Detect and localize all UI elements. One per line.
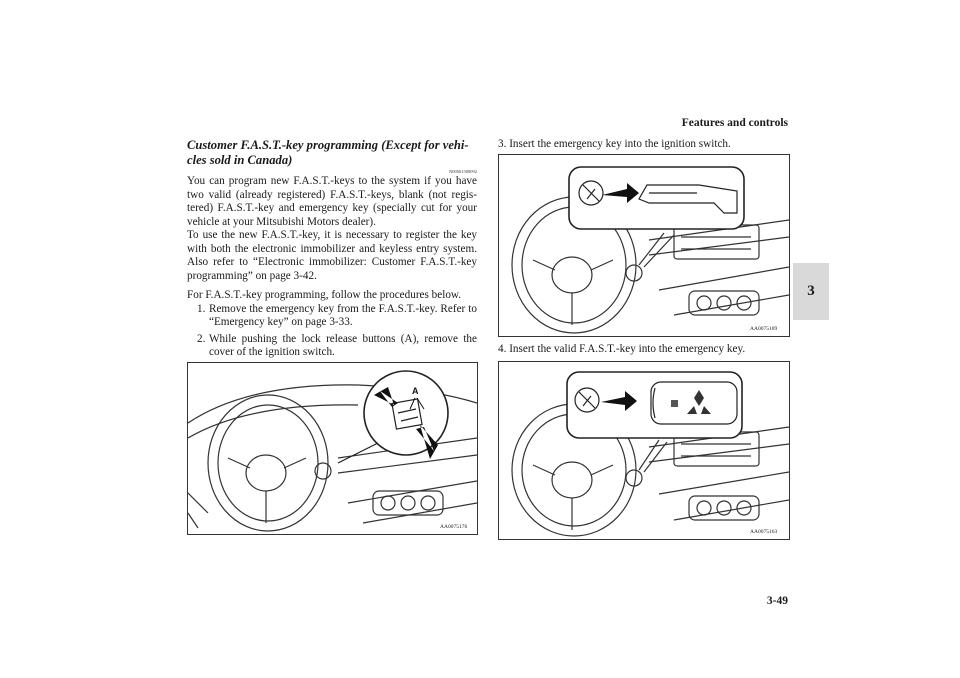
step-text: Remove the emergency key from the F.A.S.T.-key. Refer to “Emergency key” on page 3-33. xyxy=(209,302,477,328)
figure-label-a: A xyxy=(412,386,419,396)
figure-code: AA0075189 xyxy=(750,326,778,332)
header-title: Features and controls xyxy=(681,117,788,129)
procedure-intro: For F.A.S.T.-key programming, follow the procedures below. xyxy=(187,289,462,301)
figure-cover-removal xyxy=(187,362,478,535)
dashboard-illustration-3 xyxy=(499,362,789,539)
step-number: 1. xyxy=(197,302,206,315)
step-4 xyxy=(498,343,745,355)
step-3 xyxy=(498,138,731,150)
figure-code: AA0075163 xyxy=(750,529,778,535)
paragraph-intro: You can program new F.A.S.T.-keys to the system if you have two valid (already registered) F.A.S.T.-keys, blank (not regis-tered) F.A.S.T.-key and emergency key (specially cut for your vehicle at your Mitsubishi Motors dealer). xyxy=(187,175,477,228)
figure-code: AA0075176 xyxy=(440,524,468,530)
step-number: 2. xyxy=(197,332,206,345)
left-column xyxy=(187,138,477,360)
figure-insert-fast-key xyxy=(498,361,790,540)
step-text: While pushing the lock release buttons (A), remove the cover of the ignition switch. xyxy=(209,332,477,358)
paragraph-register: To use the new F.A.S.T.-key, it is necessary to register the key with both the electronic immobilizer and keyless entry system. Also refer to “Electronic immobilizer: Customer F.A.S.T.-key programming” on page 3-42. xyxy=(187,229,477,282)
step-number: 3. xyxy=(498,138,507,150)
step-text: Insert the emergency key into the ignition switch. xyxy=(509,138,731,150)
step-list xyxy=(187,303,477,360)
step-item xyxy=(187,333,477,360)
section-code: N00561500092 xyxy=(449,169,477,174)
section-title: Customer F.A.S.T.-key programming (Except for vehi-cles sold in Canada) xyxy=(187,138,469,167)
step-number: 4. xyxy=(498,343,507,355)
dashboard-illustration-2 xyxy=(499,155,789,336)
step-item xyxy=(187,303,477,330)
figure-insert-emergency-key xyxy=(498,154,790,337)
dashboard-illustration-1 xyxy=(188,363,477,534)
page-number: 3-49 xyxy=(766,595,788,607)
step-text: Insert the valid F.A.S.T.-key into the emergency key. xyxy=(509,343,746,355)
chapter-tab: 3 xyxy=(793,263,829,320)
